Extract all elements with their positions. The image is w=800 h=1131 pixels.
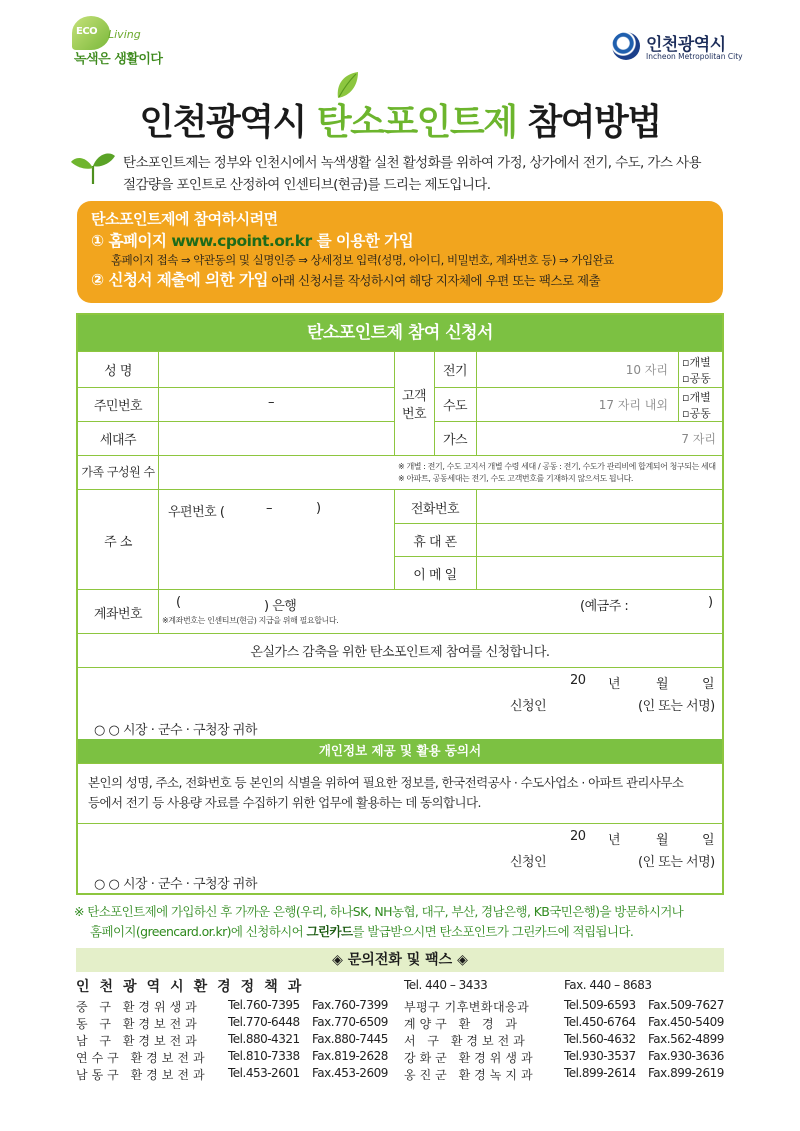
consent-recipient-line: ○ ○ 시장 · 군수 · 구청장 귀하 [94, 877, 257, 892]
contact-tel: Tel.930-3537 [564, 1049, 636, 1063]
contact-title: ◈ 문의전화 및 팩스 ◈ [76, 948, 724, 972]
method-application: ② 신청서 제출에 의한 가입 아래 신청서를 작성하시여 해당 지자체에 우편 또는 팩스로 제출 [91, 271, 601, 289]
contact-office: 강화군 환경위생과 [404, 1051, 537, 1065]
name-field[interactable] [160, 353, 392, 385]
page-title: 인천광역시 탄소포인트제 참여방법 [139, 102, 661, 143]
contact-tel: Tel.899-2614 [564, 1066, 636, 1080]
privacy-consent-title: 개인정보 제공 및 활용 동의서 [78, 739, 722, 763]
living-label: Living [108, 28, 141, 41]
electric-label: 전기 [442, 364, 468, 379]
email-label: 이 메 일 [413, 568, 457, 583]
customer-no-label-1: 고객 [401, 389, 427, 404]
water-individual-checkbox[interactable]: ▫개별 [682, 391, 711, 404]
main-office-name: 인천광역시환경정책과 [76, 979, 312, 995]
contact-fax: Fax.562-4899 [648, 1032, 724, 1046]
contact-fax: Fax.770-6509 [312, 1015, 388, 1029]
main-office-fax: Fax. 440 – 8683 [564, 978, 652, 992]
form-title: 탄소포인트제 참여 신청서 [78, 315, 722, 351]
gas-input[interactable]: 7 자리 [681, 432, 716, 446]
family-count-field[interactable] [160, 457, 394, 487]
address-label: 주 소 [104, 535, 132, 550]
consent-sign-field[interactable]: (인 또는 서명) [638, 855, 715, 870]
contact-office: 남 구 환경보전과 [76, 1034, 201, 1048]
contact-tel: Tel.453-2601 [228, 1066, 300, 1080]
resident-id-field[interactable]: – [268, 395, 274, 410]
customer-type-note: ※ 개별 : 전기, 수도 고지서 개별 수령 세대 / 공동 : 전기, 수도가 관리비에 합계되어 청구되는 세대 [398, 462, 716, 471]
householder-label: 세대주 [99, 433, 137, 448]
contact-tel: Tel.560-4632 [564, 1032, 636, 1046]
householder-field[interactable] [160, 423, 392, 453]
city-name: 인천광역시 [646, 35, 726, 55]
eco-living-logo [72, 14, 192, 66]
mobile-label: 휴 대 폰 [413, 535, 457, 550]
contact-tel: Tel.760-7395 [228, 998, 300, 1012]
name-label: 성 명 [104, 364, 132, 379]
intro-text: 탄소포인트제는 정부와 인천시에서 녹색생활 실천 활성화를 위하여 가정, 상가에서 전기, 수도, 가스 사용 절감량을 포인트로 산정하여 인센티브(현금)를 드리는 제도입니다. [123, 155, 701, 193]
contact-tel: Tel.810-7338 [228, 1049, 300, 1063]
phone-field[interactable] [478, 491, 722, 522]
contact-tel: Tel.509-6593 [564, 998, 636, 1012]
method-homepage: ① 홈페이지 www.cpoint.or.kr 를 이용한 가입 [91, 232, 414, 250]
water-input[interactable]: 17 자리 내외 [598, 398, 668, 412]
homepage-steps: 홈페이지 접속 ⇒ 약관동의 및 실명인증 ⇒ 상세정보 입력(성명, 아이디, 비밀번호, 계좌번호 등) ⇒ 가입완료 [111, 253, 614, 267]
contact-office: 옹진군 환경녹지과 [404, 1068, 537, 1082]
email-field[interactable] [478, 558, 722, 588]
contact-office: 부평구 기후변화대응과 [404, 1000, 530, 1014]
contact-tel: Tel.880-4321 [228, 1032, 300, 1046]
customer-no-label-2: 번호 [401, 407, 427, 422]
account-note: ※계좌번호는 인센티브(현금) 지급을 위해 필요합니다. [162, 616, 339, 625]
contact-office: 동 구 환경보전과 [76, 1017, 201, 1031]
contact-fax: Fax.819-2628 [312, 1049, 388, 1063]
green-card-notice: ※ 탄소포인트제에 가입하신 후 가까운 은행(우리, 하나SK, NH농협, 대구, 부산, 경남은행, KB국민은행)을 방문하시거나 홈페이지(greencard.or.kr)에 신청하시어 그린카드를 발급받으시면 탄소포인트가 그린카드에 적립됩니다. [74, 904, 684, 939]
how-to-heading: 탄소포인트제에 참여하시려면 [91, 210, 278, 228]
account-label: 계좌번호 [93, 607, 143, 622]
contact-fax: Fax.450-5409 [648, 1015, 724, 1029]
contact-office: 중 구 환경위생과 [76, 1000, 201, 1014]
contact-office: 계양구 환 경 과 [404, 1017, 521, 1031]
main-office-tel: Tel. 440 – 3433 [404, 978, 488, 992]
family-count-label: 가족 구성원 수 [81, 465, 155, 479]
contact-office: 서 구 환경보전과 [404, 1034, 529, 1048]
phone-label: 전화번호 [410, 502, 460, 517]
sign-field[interactable]: (인 또는 서명) [638, 699, 715, 714]
sprout-icon [70, 150, 116, 184]
incheon-city-logo [612, 30, 762, 70]
contact-tel: Tel.770-6448 [228, 1015, 300, 1029]
contact-fax: Fax.930-3636 [648, 1049, 724, 1063]
recipient-line: ○ ○ 시장 · 군수 · 구청장 귀하 [94, 723, 257, 738]
contact-office: 연수구 환경보전과 [76, 1051, 209, 1065]
eco-label: ECO [76, 26, 98, 37]
cpoint-link[interactable]: www.cpoint.or.kr [171, 232, 312, 250]
contact-fax: Fax.509-7627 [648, 998, 724, 1012]
eco-slogan: 녹색은 생활이다 [74, 52, 163, 67]
applicant-label: 신청인 [510, 699, 547, 714]
water-common-checkbox[interactable]: ▫공동 [682, 407, 711, 420]
water-label: 수도 [442, 399, 468, 414]
consent-applicant-label: 신청인 [510, 855, 547, 870]
application-form: 탄소포인트제 참여 신청서 성 명 주민번호 – 세대주 고객 번호 전기 10 자리 ▫개별 ▫공동 수도 17 자리 내외 ▫개별 ▫공동 가스 7 자리 가족 구성원 수 ※ 개별 : 전기, 수도 고지서 개별 수령 세대 / 공동 : 전기, 수도가 관리비에 합계되어 청구되는 세대 ※ 아파트, 공동세대는 전기, 수도 고객번호를 기재하지 않으셔도 됩니다. 주 소 우편번호 ( – ) 전화번호 휴 대 폰 이 메 일 계좌번호 ( ) 은행 (예금주 : ) ※계좌번호는 인센티브(현금) 지급을 위해 필요합니다. 온실가스 감축을 위한 탄소포인트제 참여를 신청합니다. 20 년 월 일 신청인 (인 또는 서명) ○ ○ 시장 · 군수 · 구청장 귀하 개인정보 제공 및 활용 동의서 본인의 성명, 주소, 전화번호 등 본인의 식별을 위하여 필요한 정보를, 한국전력공사 · 수도사업소 · 아파트 관리사무소 등에서 전기 등 사용량 자료를 수집하기 위한 업무에 활용하는 데 동의합니다. 20 년 월 일 신청인 (인 또는 서명) ○ ○ 시장 · 군수 · 구청장 귀하 [76, 313, 724, 895]
gas-label: 가스 [442, 433, 468, 448]
contact-fax: Fax.880-7445 [312, 1032, 388, 1046]
how-to-join-box [77, 201, 723, 303]
mobile-field[interactable] [478, 525, 722, 555]
account-field[interactable]: ( ) 은행 (예금주 : ) ※계좌번호는 인센티브(현금) 지급을 위해 필요합니다. [162, 595, 713, 625]
contact-fax: Fax.760-7399 [312, 998, 388, 1012]
contact-office: 남동구 환경보전과 [76, 1068, 209, 1082]
contact-fax: Fax.899-2619 [648, 1066, 724, 1080]
electric-common-checkbox[interactable]: ▫공동 [682, 372, 711, 385]
city-emblem-icon [612, 32, 640, 60]
electric-individual-checkbox[interactable]: ▫개별 [682, 356, 711, 369]
city-english-name: Incheon Metropolitan City [646, 52, 743, 61]
postal-code-label: 우편번호 ( [168, 505, 225, 520]
apply-statement: 온실가스 감축을 위한 탄소포인트제 참여를 신청합니다. [250, 645, 550, 660]
contact-fax: Fax.453-2609 [312, 1066, 388, 1080]
privacy-consent-text: 본인의 성명, 주소, 전화번호 등 본인의 식별을 위하여 필요한 정보를, 한국전력공사 · 수도사업소 · 아파트 관리사무소 등에서 전기 등 사용량 자료를 수집하기 위한 업무에 활용하는 데 동의합니다. [88, 775, 684, 810]
contact-tel: Tel.450-6764 [564, 1015, 636, 1029]
apartment-note: ※ 아파트, 공동세대는 전기, 수도 고객번호를 기재하지 않으셔도 됩니다. [398, 474, 634, 483]
resident-id-label: 주민번호 [93, 399, 143, 414]
address-field[interactable]: 우편번호 ( – ) [168, 501, 321, 520]
electric-input[interactable]: 10 자리 [625, 363, 668, 377]
